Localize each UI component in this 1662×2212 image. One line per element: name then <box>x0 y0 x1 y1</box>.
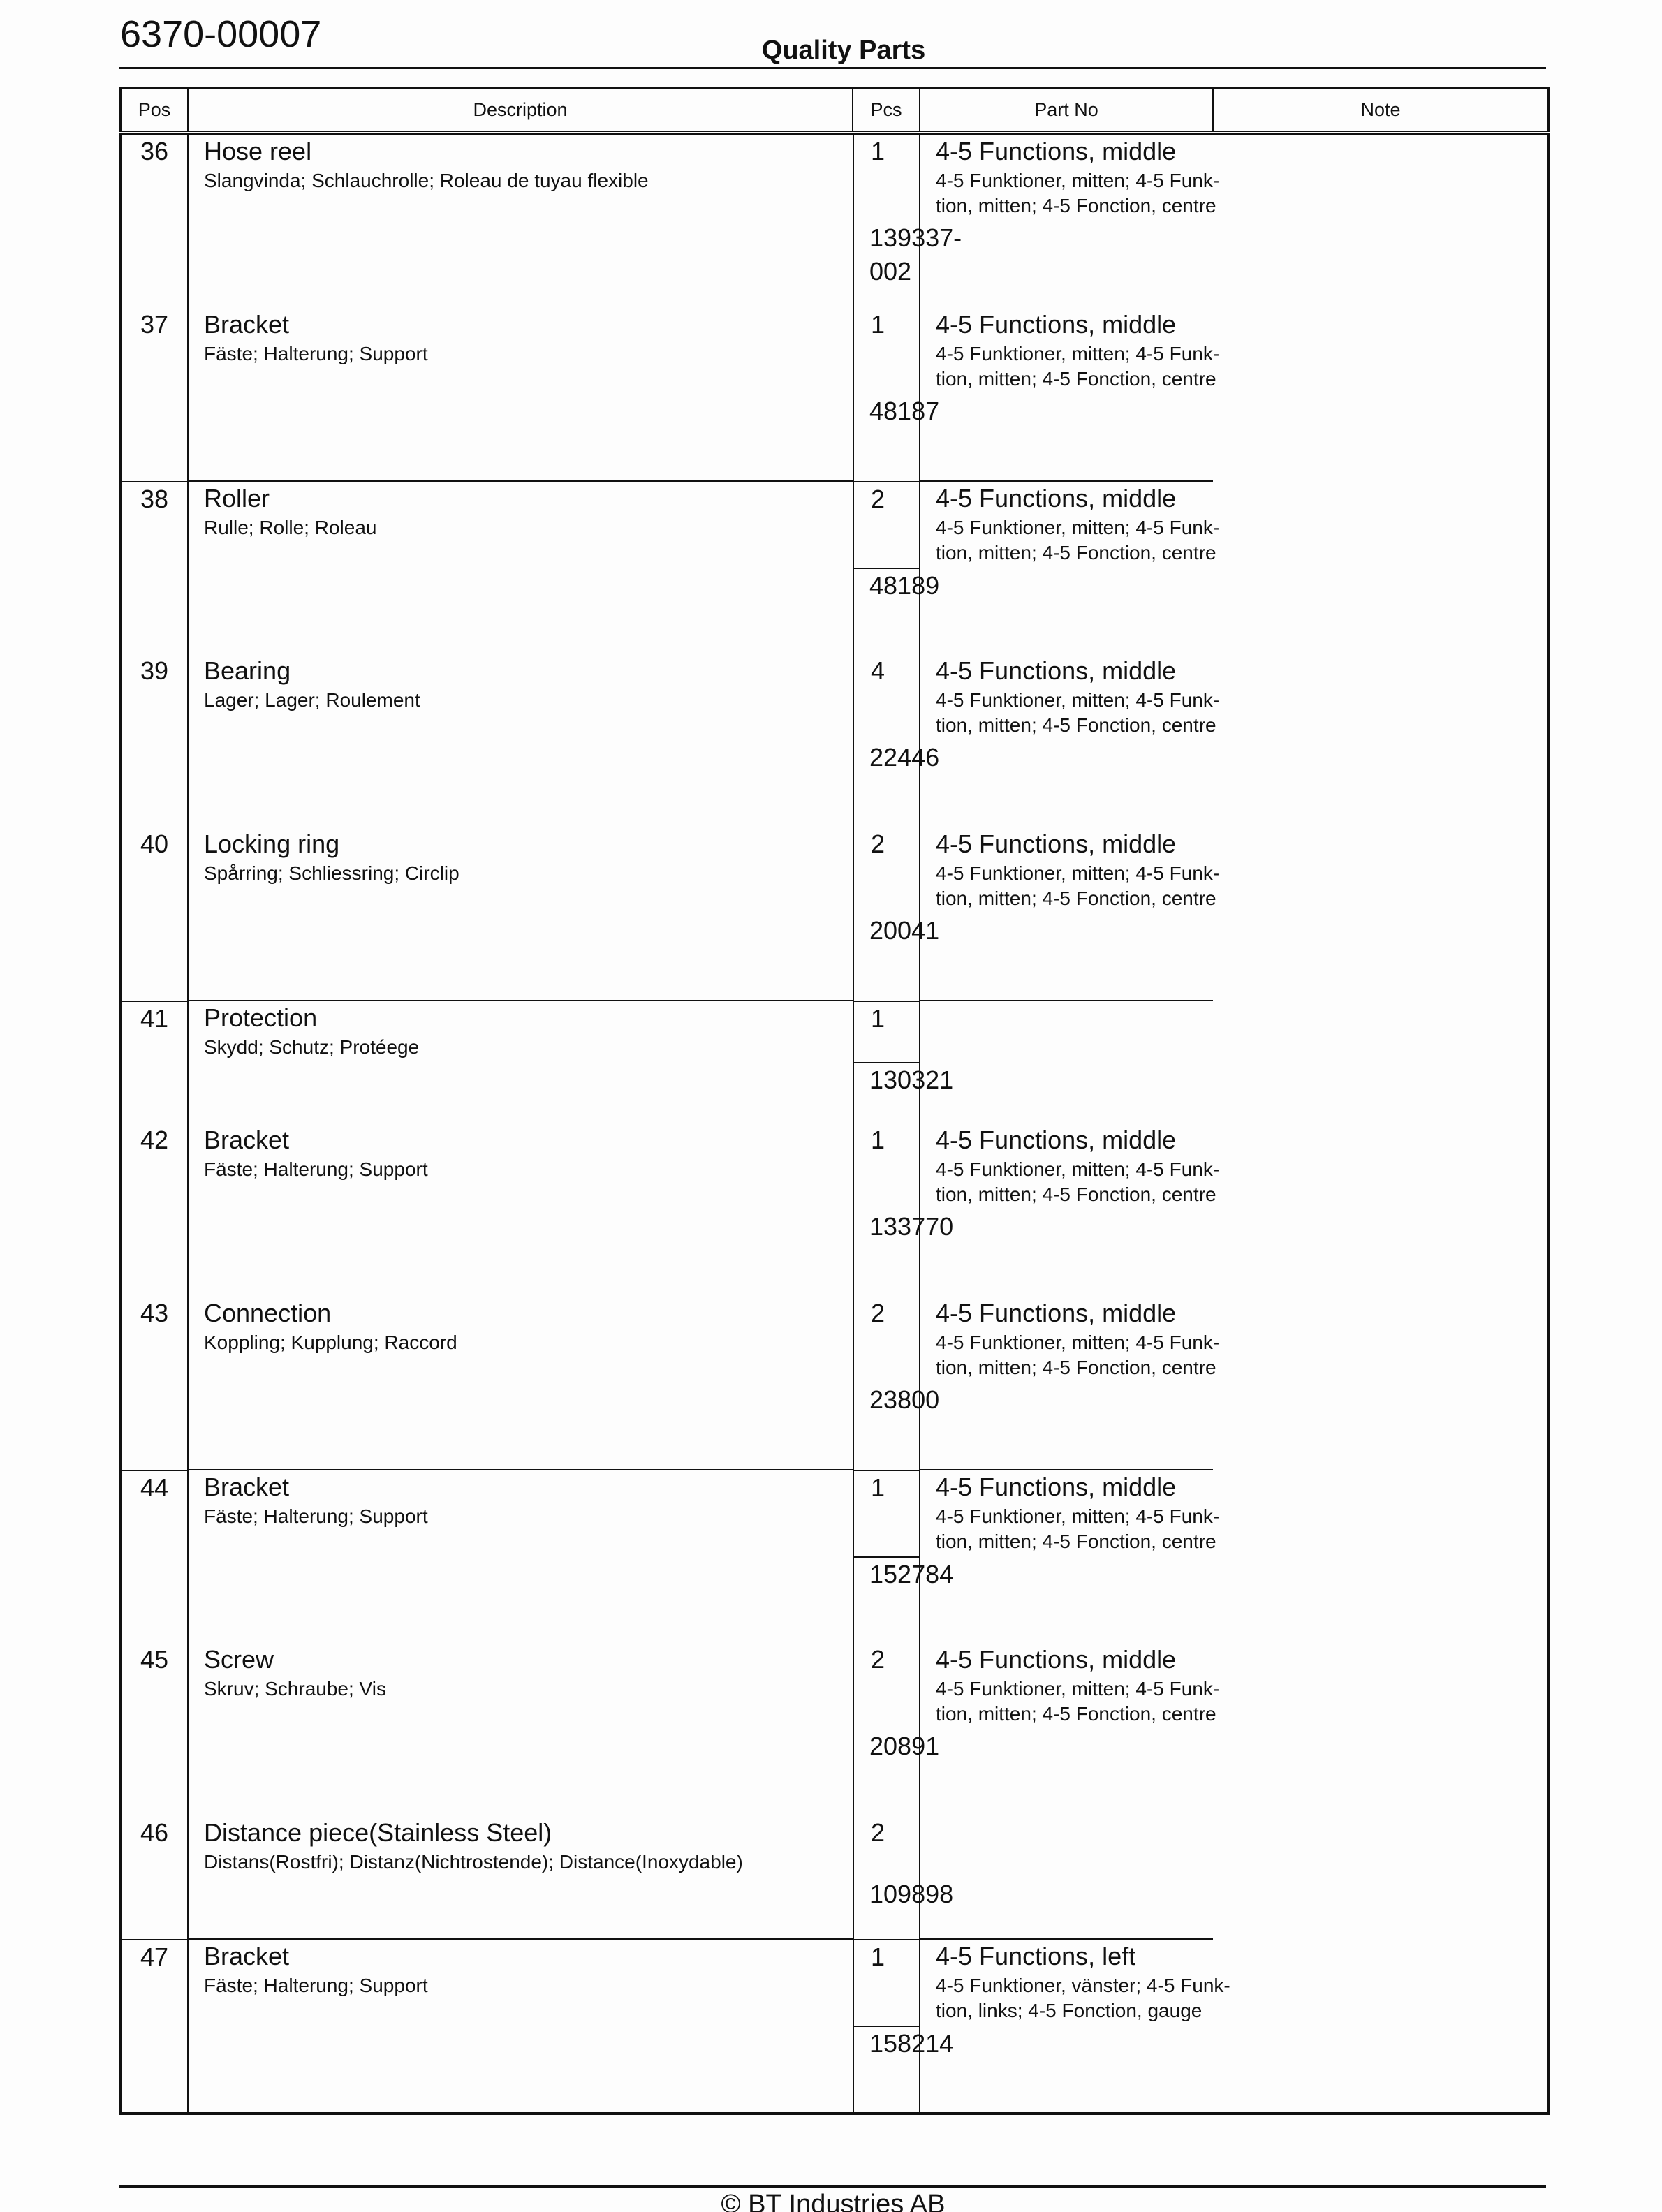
note-translation-line1: 4-5 Funktioner, mitten; 4-5 Funk- <box>936 343 1220 364</box>
note-cell <box>920 1001 1213 1123</box>
part-translations: Rulle; Rolle; Roleau <box>204 517 377 538</box>
table-row <box>120 133 1549 308</box>
table-header-row <box>120 88 1549 133</box>
part-translations: Koppling; Kupplung; Raccord <box>204 1332 457 1353</box>
table-row <box>120 1297 1549 1470</box>
pcs-cell: 1 <box>853 135 919 221</box>
part-number-cell: 22446 <box>853 741 919 827</box>
pcs-cell: 1 <box>853 1123 919 1210</box>
table-row <box>120 1816 1549 1939</box>
part-name: Hose reel <box>204 137 312 165</box>
note-cell <box>920 481 1220 654</box>
pos-cell: 42 <box>140 1126 169 1154</box>
part-number-cell: 23800 <box>853 1383 919 1470</box>
note-translation-line1: 4-5 Funktioner, mitten; 4-5 Funk- <box>936 1505 1220 1527</box>
parts-table <box>119 87 1550 2115</box>
note-cell <box>920 1297 1220 1470</box>
part-name: Screw <box>204 1645 274 1674</box>
document-number: 6370-00007 <box>120 13 322 55</box>
note-cell <box>920 308 1220 481</box>
note-cell <box>920 1470 1220 1643</box>
pos-cell: 44 <box>122 1470 187 1556</box>
part-number-cell: 158214 <box>853 2026 919 2112</box>
table-row <box>120 1123 1549 1297</box>
table-row <box>120 481 1549 654</box>
part-translations: Fäste; Halterung; Support <box>204 343 428 364</box>
description-cell <box>188 654 853 827</box>
note-translation-line2: tion, mitten; 4-5 Fonction, centre <box>936 195 1216 216</box>
part-translations: Spårring; Schliessring; Circlip <box>204 862 459 884</box>
part-name: Locking ring <box>204 830 340 858</box>
description-cell <box>188 133 853 308</box>
note-cell <box>920 654 1220 827</box>
pcs-cell: 2 <box>853 1297 919 1383</box>
table-row <box>120 1939 1549 2114</box>
pos-cell: 47 <box>122 1939 187 2026</box>
part-translations: Skydd; Schutz; Protéege <box>204 1036 420 1058</box>
column-header-pcs: Pcs <box>853 88 920 133</box>
note-translation-line1: 4-5 Funktioner, mitten; 4-5 Funk- <box>936 1678 1220 1699</box>
pos-cell: 46 <box>140 1818 169 1847</box>
description-cell <box>188 481 853 654</box>
note-translation-line1: 4-5 Funktioner, vänster; 4-5 Funk- <box>936 1975 1230 1996</box>
part-number-cell: 48187 <box>853 395 919 481</box>
note-main: 4-5 Functions, middle <box>936 1645 1177 1674</box>
part-name: Bracket <box>204 1473 290 1501</box>
pos-cell: 37 <box>140 310 169 339</box>
note-main: 4-5 Functions, middle <box>936 310 1177 339</box>
pcs-cell: 2 <box>853 481 919 568</box>
part-translations: Slangvinda; Schlauchrolle; Roleau de tuyau flexible <box>204 170 649 191</box>
pcs-cell: 2 <box>853 1816 919 1878</box>
table-row <box>120 1001 1549 1123</box>
part-name: Distance piece(Stainless Steel) <box>204 1818 552 1847</box>
note-cell <box>920 1643 1220 1816</box>
column-header-description: Description <box>188 88 853 133</box>
description-cell <box>188 1001 853 1123</box>
description-cell <box>188 1643 853 1816</box>
note-main: 4-5 Functions, middle <box>936 1473 1177 1501</box>
part-name: Bracket <box>204 1942 290 1970</box>
part-number-cell: 109898 <box>853 1878 919 1939</box>
pos-cell: 36 <box>140 137 169 165</box>
note-translation-line1: 4-5 Funktioner, mitten; 4-5 Funk- <box>936 689 1220 711</box>
part-translations: Skruv; Schraube; Vis <box>204 1678 386 1699</box>
table-row <box>120 654 1549 827</box>
part-number-cell: 133770 <box>853 1210 919 1297</box>
pos-cell: 38 <box>122 481 187 568</box>
table-row <box>120 827 1549 1001</box>
pcs-cell: 1 <box>853 1001 919 1062</box>
footer-copyright: © BT Industries AB <box>721 2190 946 2212</box>
note-translation-line2: tion, links; 4-5 Fonction, gauge <box>936 2000 1203 2021</box>
part-name: Bracket <box>204 310 290 339</box>
note-main: 4-5 Functions, middle <box>936 1299 1177 1327</box>
pcs-cell: 1 <box>853 308 919 395</box>
note-main: 4-5 Functions, middle <box>936 656 1177 685</box>
note-main: 4-5 Functions, middle <box>936 830 1177 858</box>
part-number-cell: 139337-002 <box>853 221 919 308</box>
note-translation-line2: tion, mitten; 4-5 Fonction, centre <box>936 368 1216 390</box>
column-header-note: Note <box>1213 88 1549 133</box>
note-translation-line1: 4-5 Funktioner, mitten; 4-5 Funk- <box>936 862 1220 884</box>
part-translations: Lager; Lager; Roulement <box>204 689 420 711</box>
note-translation-line2: tion, mitten; 4-5 Fonction, centre <box>936 1357 1216 1378</box>
note-translation-line2: tion, mitten; 4-5 Fonction, centre <box>936 542 1216 563</box>
pcs-cell: 2 <box>853 1643 919 1730</box>
pcs-cell: 1 <box>853 1939 919 2026</box>
note-cell <box>920 1816 1213 1939</box>
part-translations: Fäste; Halterung; Support <box>204 1158 428 1180</box>
description-cell <box>188 1123 853 1297</box>
description-cell <box>188 308 853 481</box>
part-number-cell: 20041 <box>853 914 919 1001</box>
note-translation-line1: 4-5 Funktioner, mitten; 4-5 Funk- <box>936 1158 1220 1180</box>
part-name: Roller <box>204 484 270 513</box>
pos-cell: 40 <box>140 830 169 858</box>
pcs-cell: 4 <box>853 654 919 741</box>
note-translation-line1: 4-5 Funktioner, mitten; 4-5 Funk- <box>936 170 1220 191</box>
note-translation-line1: 4-5 Funktioner, mitten; 4-5 Funk- <box>936 517 1220 538</box>
part-number-cell: 130321 <box>853 1062 919 1123</box>
note-main: 4-5 Functions, left <box>936 1942 1136 1970</box>
header-divider <box>119 67 1546 69</box>
pos-cell: 43 <box>140 1299 169 1327</box>
description-cell <box>188 1297 853 1470</box>
part-number-cell: 20891 <box>853 1730 919 1816</box>
part-number-cell: 48189 <box>853 568 919 654</box>
column-header-part-no: Part No <box>920 88 1213 133</box>
note-cell <box>920 827 1220 1001</box>
part-name: Connection <box>204 1299 332 1327</box>
part-name: Bracket <box>204 1126 290 1154</box>
description-cell <box>188 827 853 1001</box>
table-row <box>120 1470 1549 1643</box>
note-cell <box>920 1123 1220 1297</box>
part-name: Protection <box>204 1003 318 1032</box>
description-cell <box>188 1939 853 2114</box>
part-translations: Fäste; Halterung; Support <box>204 1975 428 1996</box>
description-cell <box>188 1470 853 1643</box>
pos-cell: 41 <box>122 1001 187 1062</box>
pos-cell: 45 <box>140 1645 169 1674</box>
note-translation-line2: tion, mitten; 4-5 Fonction, centre <box>936 1703 1216 1725</box>
note-main: 4-5 Functions, middle <box>936 484 1177 513</box>
description-cell <box>188 1816 853 1939</box>
page-title: Quality Parts <box>761 36 926 65</box>
note-cell <box>920 133 1220 308</box>
table-row <box>120 308 1549 481</box>
note-main: 4-5 Functions, middle <box>936 1126 1177 1154</box>
pcs-cell: 1 <box>853 1470 919 1556</box>
note-translation-line2: tion, mitten; 4-5 Fonction, centre <box>936 714 1216 736</box>
table-row <box>120 1643 1549 1816</box>
pos-cell: 39 <box>140 656 169 685</box>
column-header-pos: Pos <box>120 88 188 133</box>
part-translations: Fäste; Halterung; Support <box>204 1505 428 1527</box>
note-translation-line2: tion, mitten; 4-5 Fonction, centre <box>936 1531 1216 1552</box>
part-number-cell: 152784 <box>853 1556 919 1643</box>
note-cell <box>920 1939 1230 2114</box>
note-translation-line2: tion, mitten; 4-5 Fonction, centre <box>936 887 1216 909</box>
part-translations: Distans(Rostfri); Distanz(Nichtrostende); Distance(Inoxydable) <box>204 1851 743 1873</box>
pcs-cell: 2 <box>853 827 919 914</box>
note-translation-line1: 4-5 Funktioner, mitten; 4-5 Funk- <box>936 1332 1220 1353</box>
note-main: 4-5 Functions, middle <box>936 137 1177 165</box>
note-translation-line2: tion, mitten; 4-5 Fonction, centre <box>936 1184 1216 1205</box>
part-name: Bearing <box>204 656 291 685</box>
